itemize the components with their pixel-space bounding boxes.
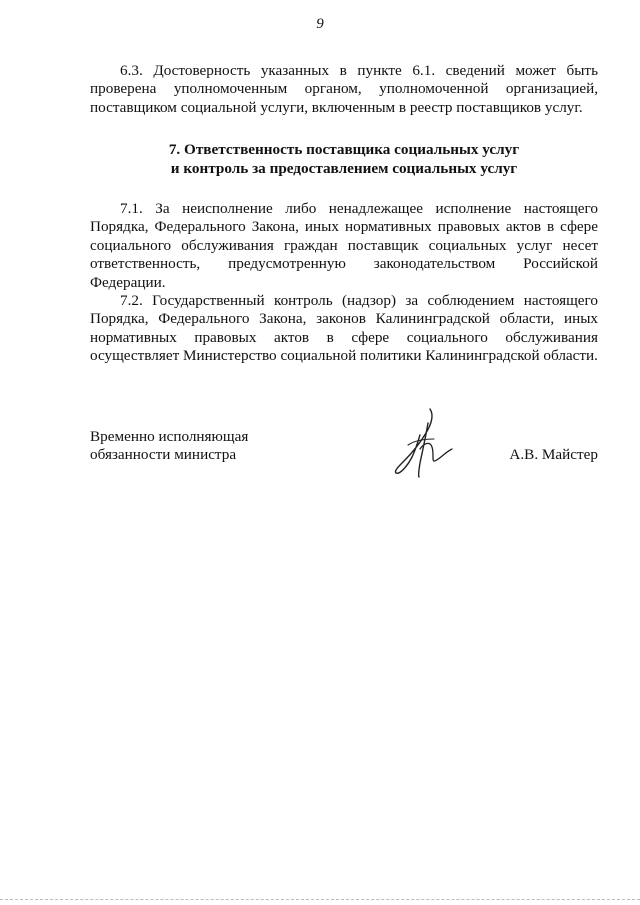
signer-name: А.В. Майстер	[509, 446, 598, 463]
paragraph-7-2: 7.2. Государственный контроль (надзор) за соблюдением настоящего Порядка, Федерального Закона, законов Калининградской области, иных нормативных правовых актов в сфере социального обслуживания осуществляет Министерство социальной политики Калининградской области.	[90, 292, 598, 365]
signer-position-line2: обязанности министра	[90, 446, 237, 464]
scan-edge-divider	[0, 899, 640, 902]
signer-position	[90, 428, 248, 465]
section-7-title-line1: 7. Ответственность поставщика социальных услуг	[168, 141, 520, 159]
signature-block	[90, 420, 598, 490]
paragraph-7-1: 7.1. За неисполнение либо ненадлежащее исполнение настоящего Порядка, Федерального Закона, иных нормативных правовых актов в сфере социального обслуживания граждан поставщик социальных услуг несет ответственность, предусмотренную законодательством Российской Федерации.	[90, 200, 598, 291]
signer-position-line1: Временно исполняющая	[90, 428, 249, 445]
document-body	[90, 62, 598, 366]
paragraph-6-3: 6.3. Достоверность указанных в пункте 6.1. сведений может быть проверена уполномоченным органом, уполномоченной организацией, поставщиком социальной услуги, включенным в реестр поставщиков услуг.	[90, 62, 598, 116]
handwritten-signature	[390, 405, 460, 483]
section-7-title-line2: и контроль за предоставлением социальных услуг	[170, 159, 518, 177]
page-number: 9	[316, 16, 324, 32]
section-7-heading	[90, 141, 598, 178]
